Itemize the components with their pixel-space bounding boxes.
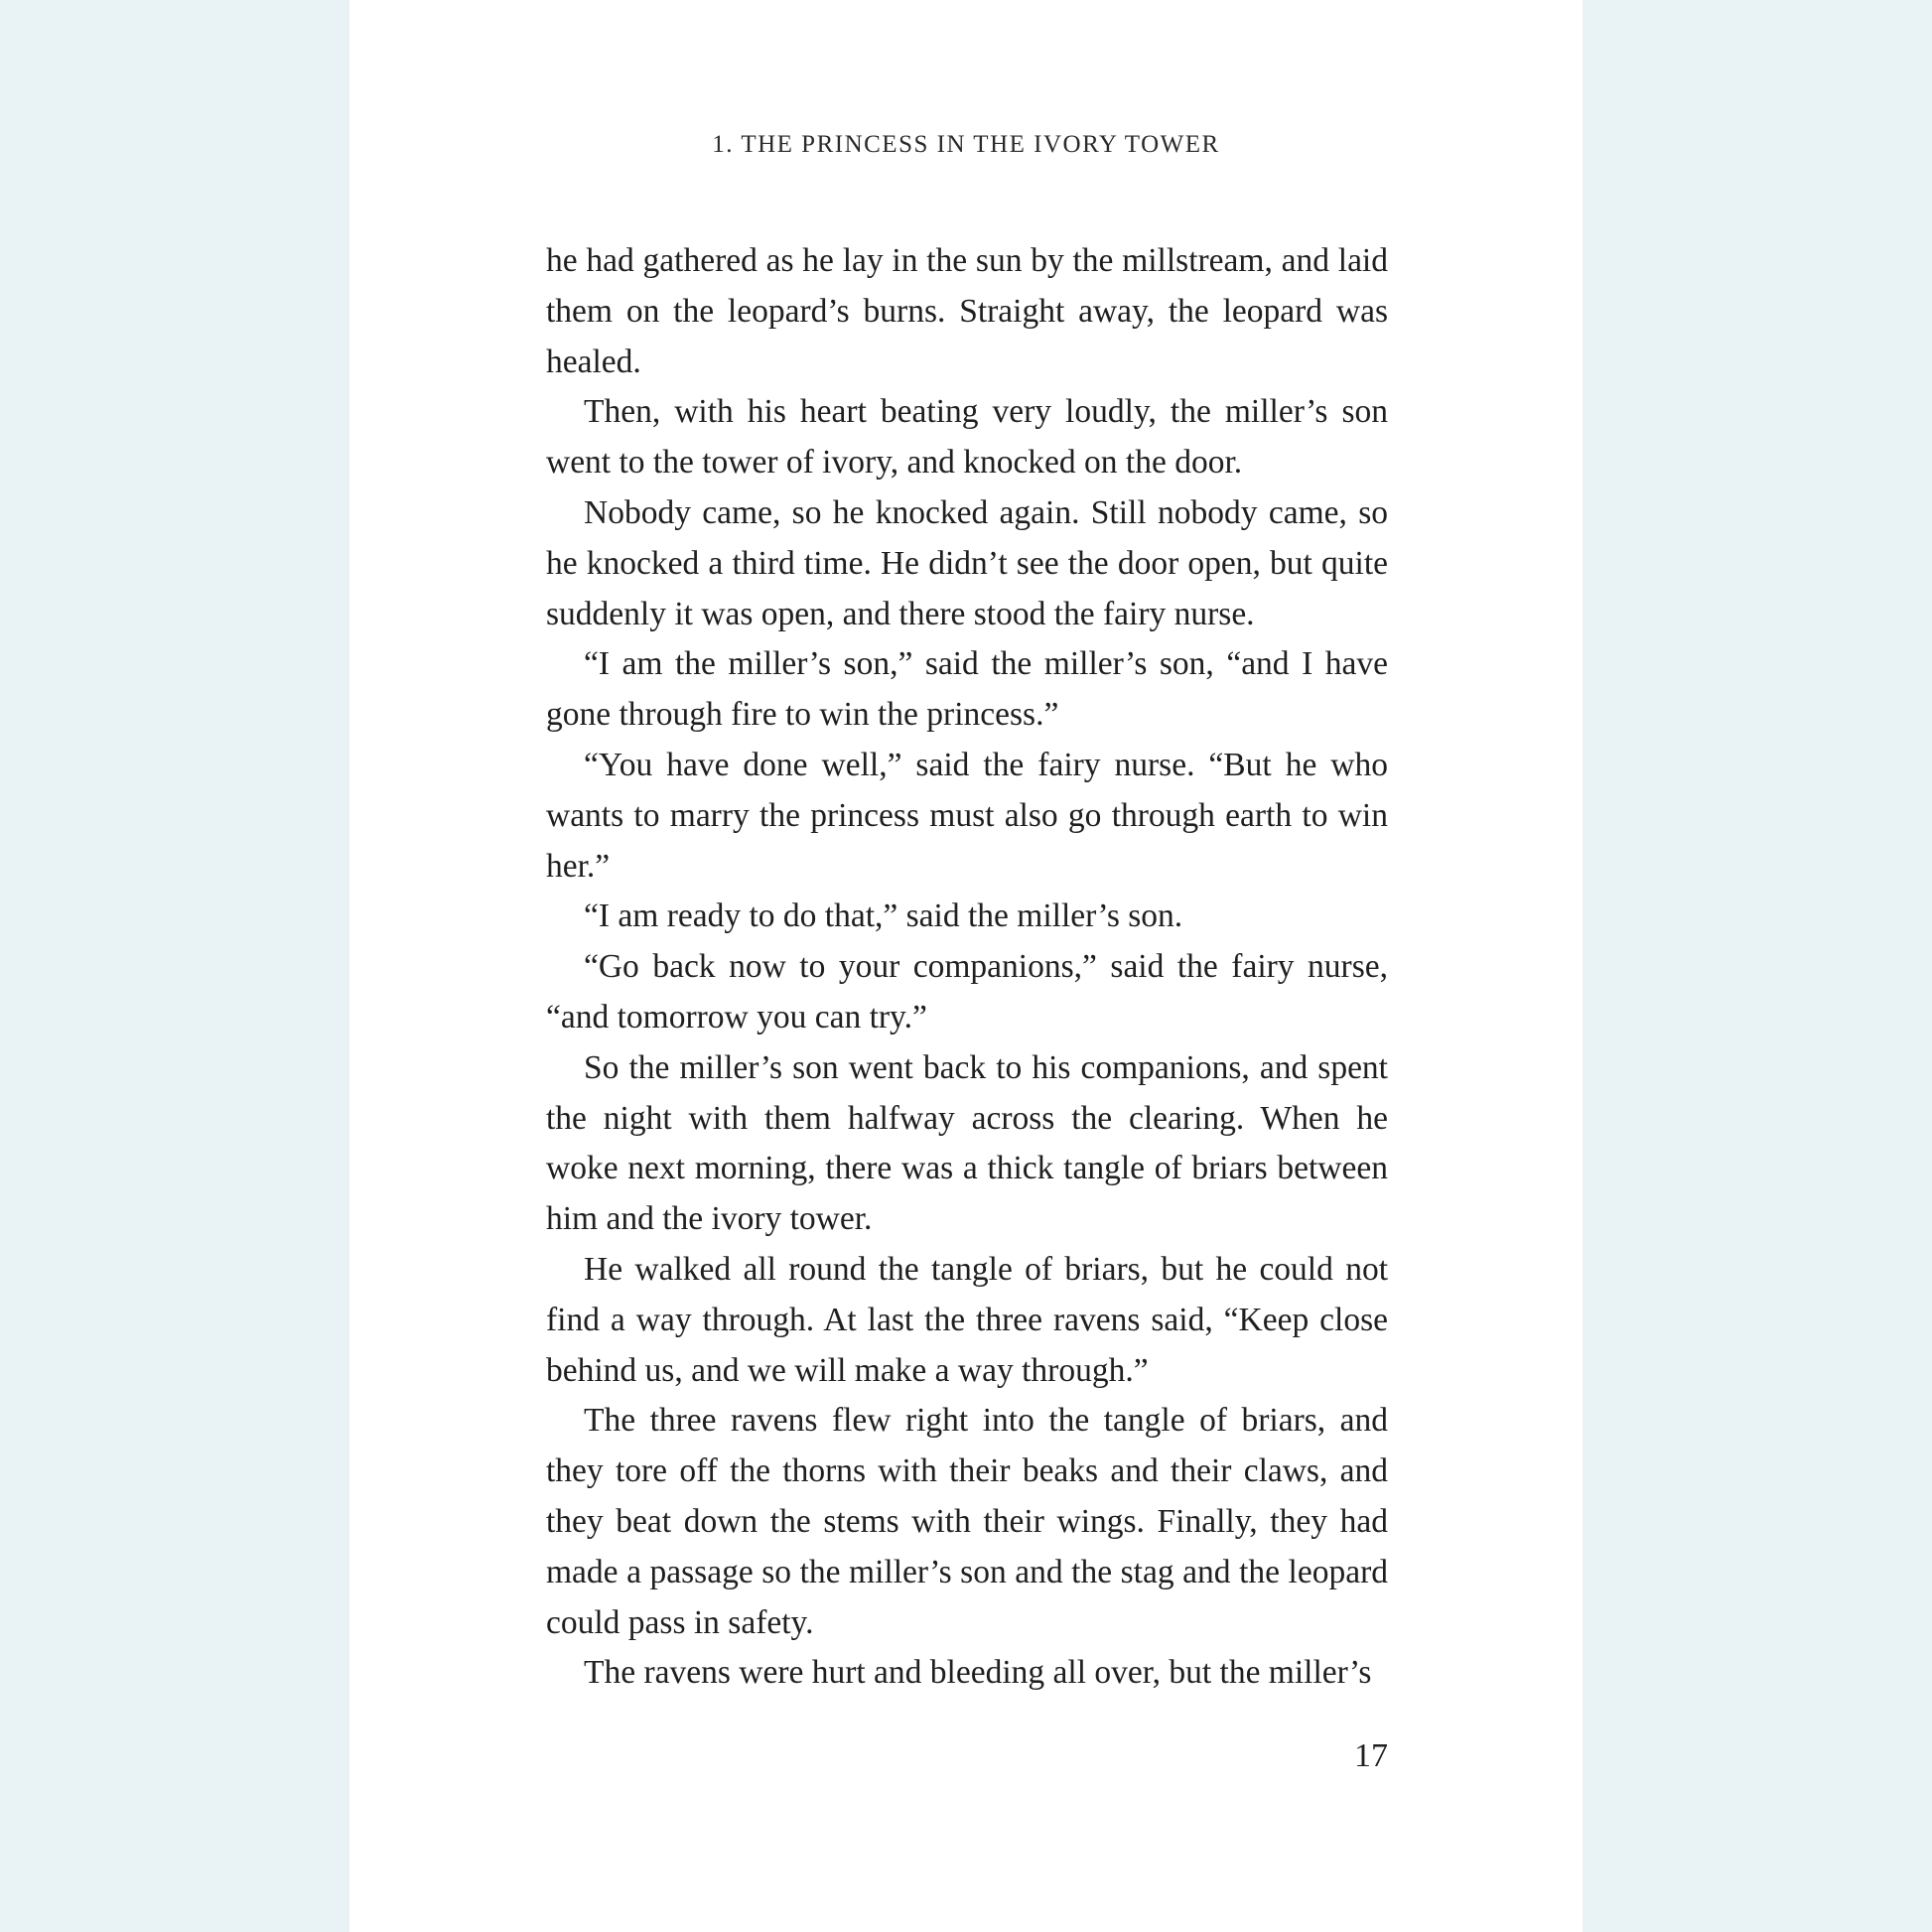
book-page [349, 0, 1583, 1932]
paragraph-10: The three ravens flew right into the tangle of briars, and they tore off the thorns with their beaks and their claws, and they beat down the stems with their wings. Finally, they had made a passage so the miller’s son and the stag and the leopard could pass in safety. [546, 1402, 1388, 1641]
paragraph-6: “I am ready to do that,” said the miller’s son. [584, 897, 1183, 935]
paragraph-8: So the miller’s son went back to his companions, and spent the night with them halfway across the clearing. When he woke next morning, there was a thick tangle of briars between him and the ivory tower. [546, 1048, 1388, 1238]
page-number: 17 [1354, 1737, 1388, 1774]
paragraph-9: He walked all round the tangle of briars, but he could not find a way through. At last the three ravens said, “Keep close behind us, and we will make a way through.” [546, 1250, 1388, 1389]
running-head: 1. THE PRINCESS IN THE IVORY TOWER [712, 131, 1220, 158]
paragraph-4: “I am the miller’s son,” said the miller’s son, “and I have gone through fire to win the princess.” [546, 645, 1388, 734]
paragraph-2: Then, with his heart beating very loudly, the miller’s son went to the tower of ivory, and knocked on the door. [546, 393, 1388, 482]
paragraph-1: he had gathered as he lay in the sun by the millstream, and laid them on the leopard’s burns. Straight away, the leopard was healed. [546, 242, 1388, 380]
body-text [546, 236, 1388, 1699]
paragraph-11: The ravens were hurt and bleeding all over, but the miller’s [584, 1654, 1372, 1692]
paragraph-3: Nobody came, so he knocked again. Still nobody came, so he knocked a third time. He didn’t see the door open, but quite suddenly it was open, and there stood the fairy nurse. [546, 493, 1388, 632]
paragraph-5: “You have done well,” said the fairy nurse. “But he who wants to marry the princess must also go through earth to win her.” [546, 746, 1388, 885]
paragraph-7: “Go back now to your companions,” said the fairy nurse, “and tomorrow you can try.” [546, 948, 1388, 1035]
